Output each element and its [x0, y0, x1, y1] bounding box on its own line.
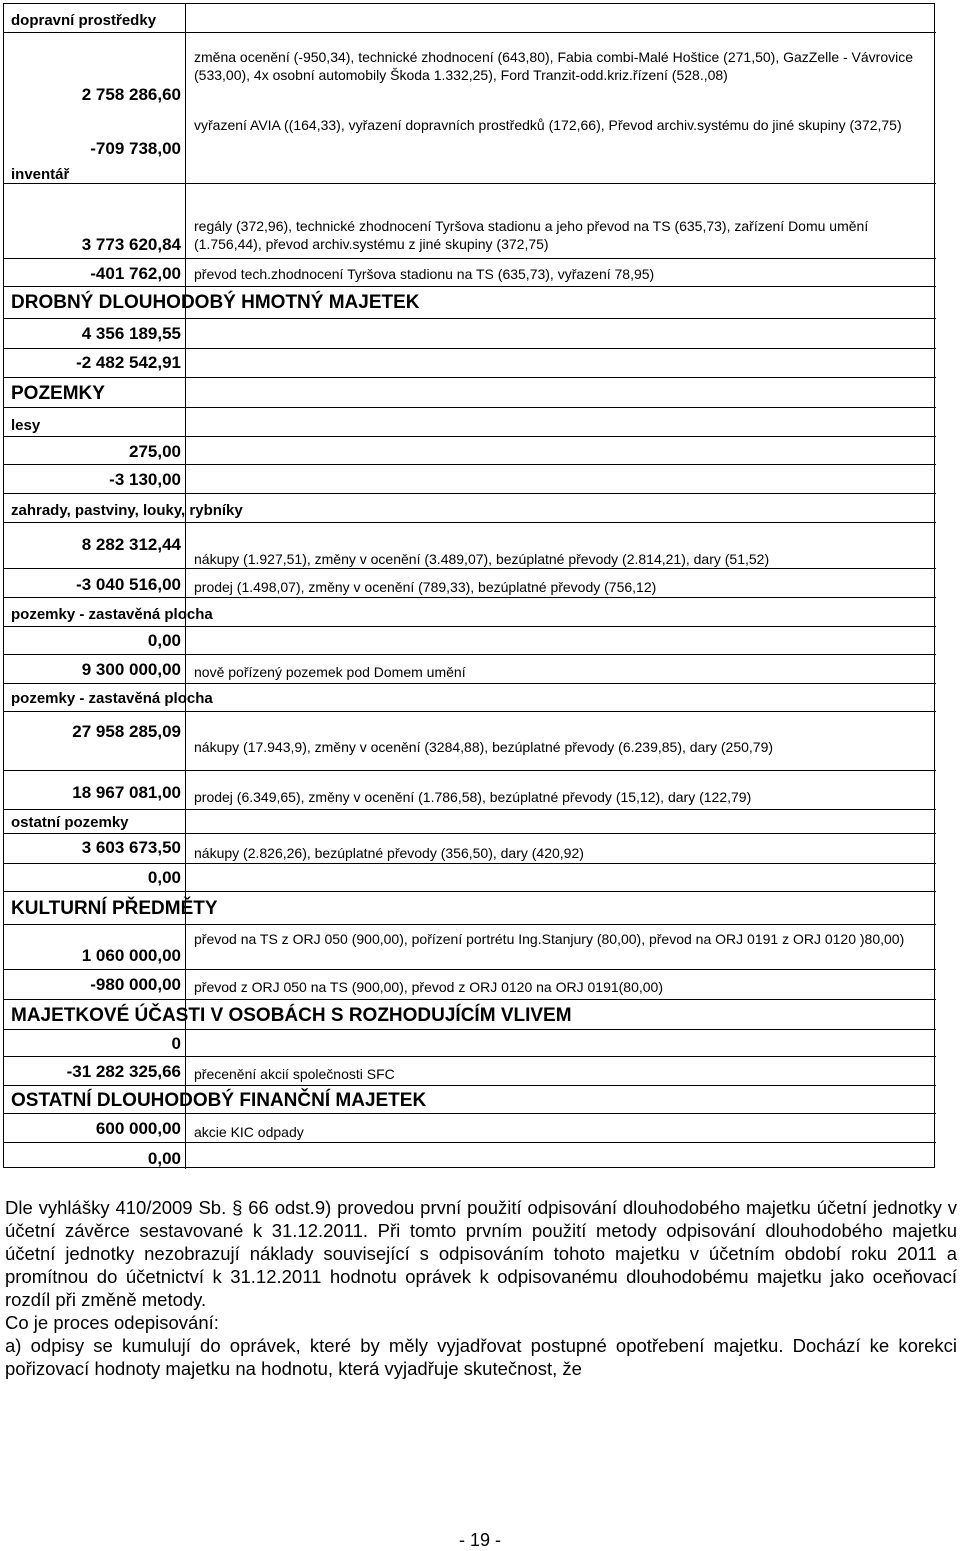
section-heading: POZEMKY — [11, 383, 105, 404]
paragraph: Dle vyhlášky 410/2009 Sb. § 66 odst.9) provedou první použití odpisování dlouhodobého majetku účetní jednotky v účetní závěrce sestavované k 31.12.2011. Při tomto prvním použití metody odpisování dlouhodobého majetku účetní jednotky nezobrazují náklady související s odpisováním tohoto majetku v účetním období roku 2011 a promítnou do účetnictví k 31.12.2011 hodnotu oprávek k odpisovanému dlouhodobému majetku jako oceňovací rozdíl při změně metody. — [5, 1197, 957, 1310]
description: převod na TS z ORJ 050 (900,00), pořízení portrétu Ing.Stanjury (80,00), převod na ORJ 0191 z ORJ 0120 )80,00) — [194, 931, 905, 947]
amount: -3 130,00 — [109, 470, 181, 489]
asset-table — [3, 3, 935, 1168]
description: prodej (6.349,65), změny v ocenění (1.786,58), bezúplatné převody (15,12), dary (122,79) — [194, 789, 752, 805]
description: nově pořízený pozemek pod Domem umění — [194, 664, 466, 680]
amount: 0 — [171, 1034, 181, 1053]
category-label: lesy — [11, 417, 41, 434]
section-heading: DROBNÝ DLOUHODOBÝ HMOTNÝ MAJETEK — [11, 292, 420, 313]
amount: 18 967 081,00 — [72, 783, 181, 802]
amount: 0,00 — [147, 1149, 181, 1168]
paragraph: Co je proces odepisování: — [5, 1312, 219, 1333]
category-label: inventář — [11, 166, 70, 183]
description: nákupy (2.826,26), bezúplatné převody (356,50), dary (420,92) — [194, 845, 584, 861]
amount: 0,00 — [147, 868, 181, 887]
description: přecenění akcií společnosti SFC — [194, 1066, 395, 1082]
category-label: ostatní pozemky — [11, 814, 129, 831]
description: nákupy (1.927,51), změny v ocenění (3.489,07), bezúplatné převody (2.814,21), dary (51,52) — [194, 551, 770, 567]
category-label: dopravní prostředky — [11, 12, 157, 29]
column-divider — [185, 4, 186, 1169]
amount: -709 738,00 — [90, 139, 181, 158]
amount: 3 773 620,84 — [81, 235, 181, 254]
body-text — [5, 1196, 957, 1380]
amount: 275,00 — [129, 442, 181, 461]
section-heading: KULTURNÍ PŘEDMĚTY — [11, 898, 218, 919]
description: regály (372,96), technické zhodnocení Tyršova stadionu a jeho převod na TS (635,73), zařízení Domu umění (1.756,44), převod archiv.systému z jiné skupiny (372,75) — [194, 218, 869, 252]
amount: -2 482 542,91 — [76, 353, 181, 372]
category-label: pozemky - zastavěná plocha — [11, 606, 213, 623]
amount: 600 000,00 — [95, 1119, 181, 1138]
description: vyřazení AVIA ((164,33), vyřazení dopravních prostředků (172,66), Převod archiv.systému do jiné skupiny (372,75) — [194, 117, 902, 133]
amount: 8 282 312,44 — [81, 535, 181, 554]
amount: -980 000,00 — [90, 975, 181, 994]
description: převod tech.zhodnocení Tyršova stadionu na TS (635,73), vyřazení 78,95) — [194, 266, 655, 282]
amount: -31 282 325,66 — [66, 1062, 181, 1081]
page-number: - 19 - — [458, 1530, 501, 1550]
description: prodej (1.498,07), změny v ocenění (789,33), bezúplatné převody (756,12) — [194, 579, 657, 595]
amount: 27 958 285,09 — [72, 722, 181, 741]
amount: 2 758 286,60 — [81, 85, 181, 104]
amount: 3 603 673,50 — [81, 838, 181, 857]
category-label: pozemky - zastavěná plocha — [11, 690, 213, 707]
description: změna ocenění (-950,34), technické zhodnocení (643,80), Fabia combi-Malé Hoštice (271,50), GazZelle - Vávrovice (533,00), 4x osobní automobily Škoda 1.332,25), Ford Tranzit-odd.kriz.řízení (528.,08) — [194, 49, 914, 83]
amount: 4 356 189,55 — [81, 324, 181, 343]
amount: 0,00 — [147, 631, 181, 650]
description: nákupy (17.943,9), změny v ocenění (3284,88), bezúplatné převody (6.239,85), dary (250,79) — [194, 739, 774, 755]
description: převod z ORJ 050 na TS (900,00), převod z ORJ 0120 na ORJ 0191(80,00) — [194, 979, 663, 995]
section-heading: OSTATNÍ DLOUHODOBÝ FINANČNÍ MAJETEK — [11, 1090, 427, 1111]
amount: -401 762,00 — [90, 264, 181, 283]
amount: 9 300 000,00 — [81, 660, 181, 679]
section-heading: MAJETKOVÉ ÚČASTI V OSOBÁCH S ROZHODUJÍCÍM VLIVEM — [11, 1005, 572, 1026]
amount: 1 060 000,00 — [81, 946, 181, 965]
description: akcie KIC odpady — [194, 1124, 304, 1140]
category-label: zahrady, pastviny, louky, rybníky — [11, 502, 243, 519]
paragraph: a) odpisy se kumulují do oprávek, které by měly vyjadřovat postupné opotřebení majetku. Dochází ke korekci pořizovací hodnoty majetku na hodnotu, která vyjadřuje skutečnost, že — [5, 1335, 957, 1379]
amount: -3 040 516,00 — [76, 575, 181, 594]
